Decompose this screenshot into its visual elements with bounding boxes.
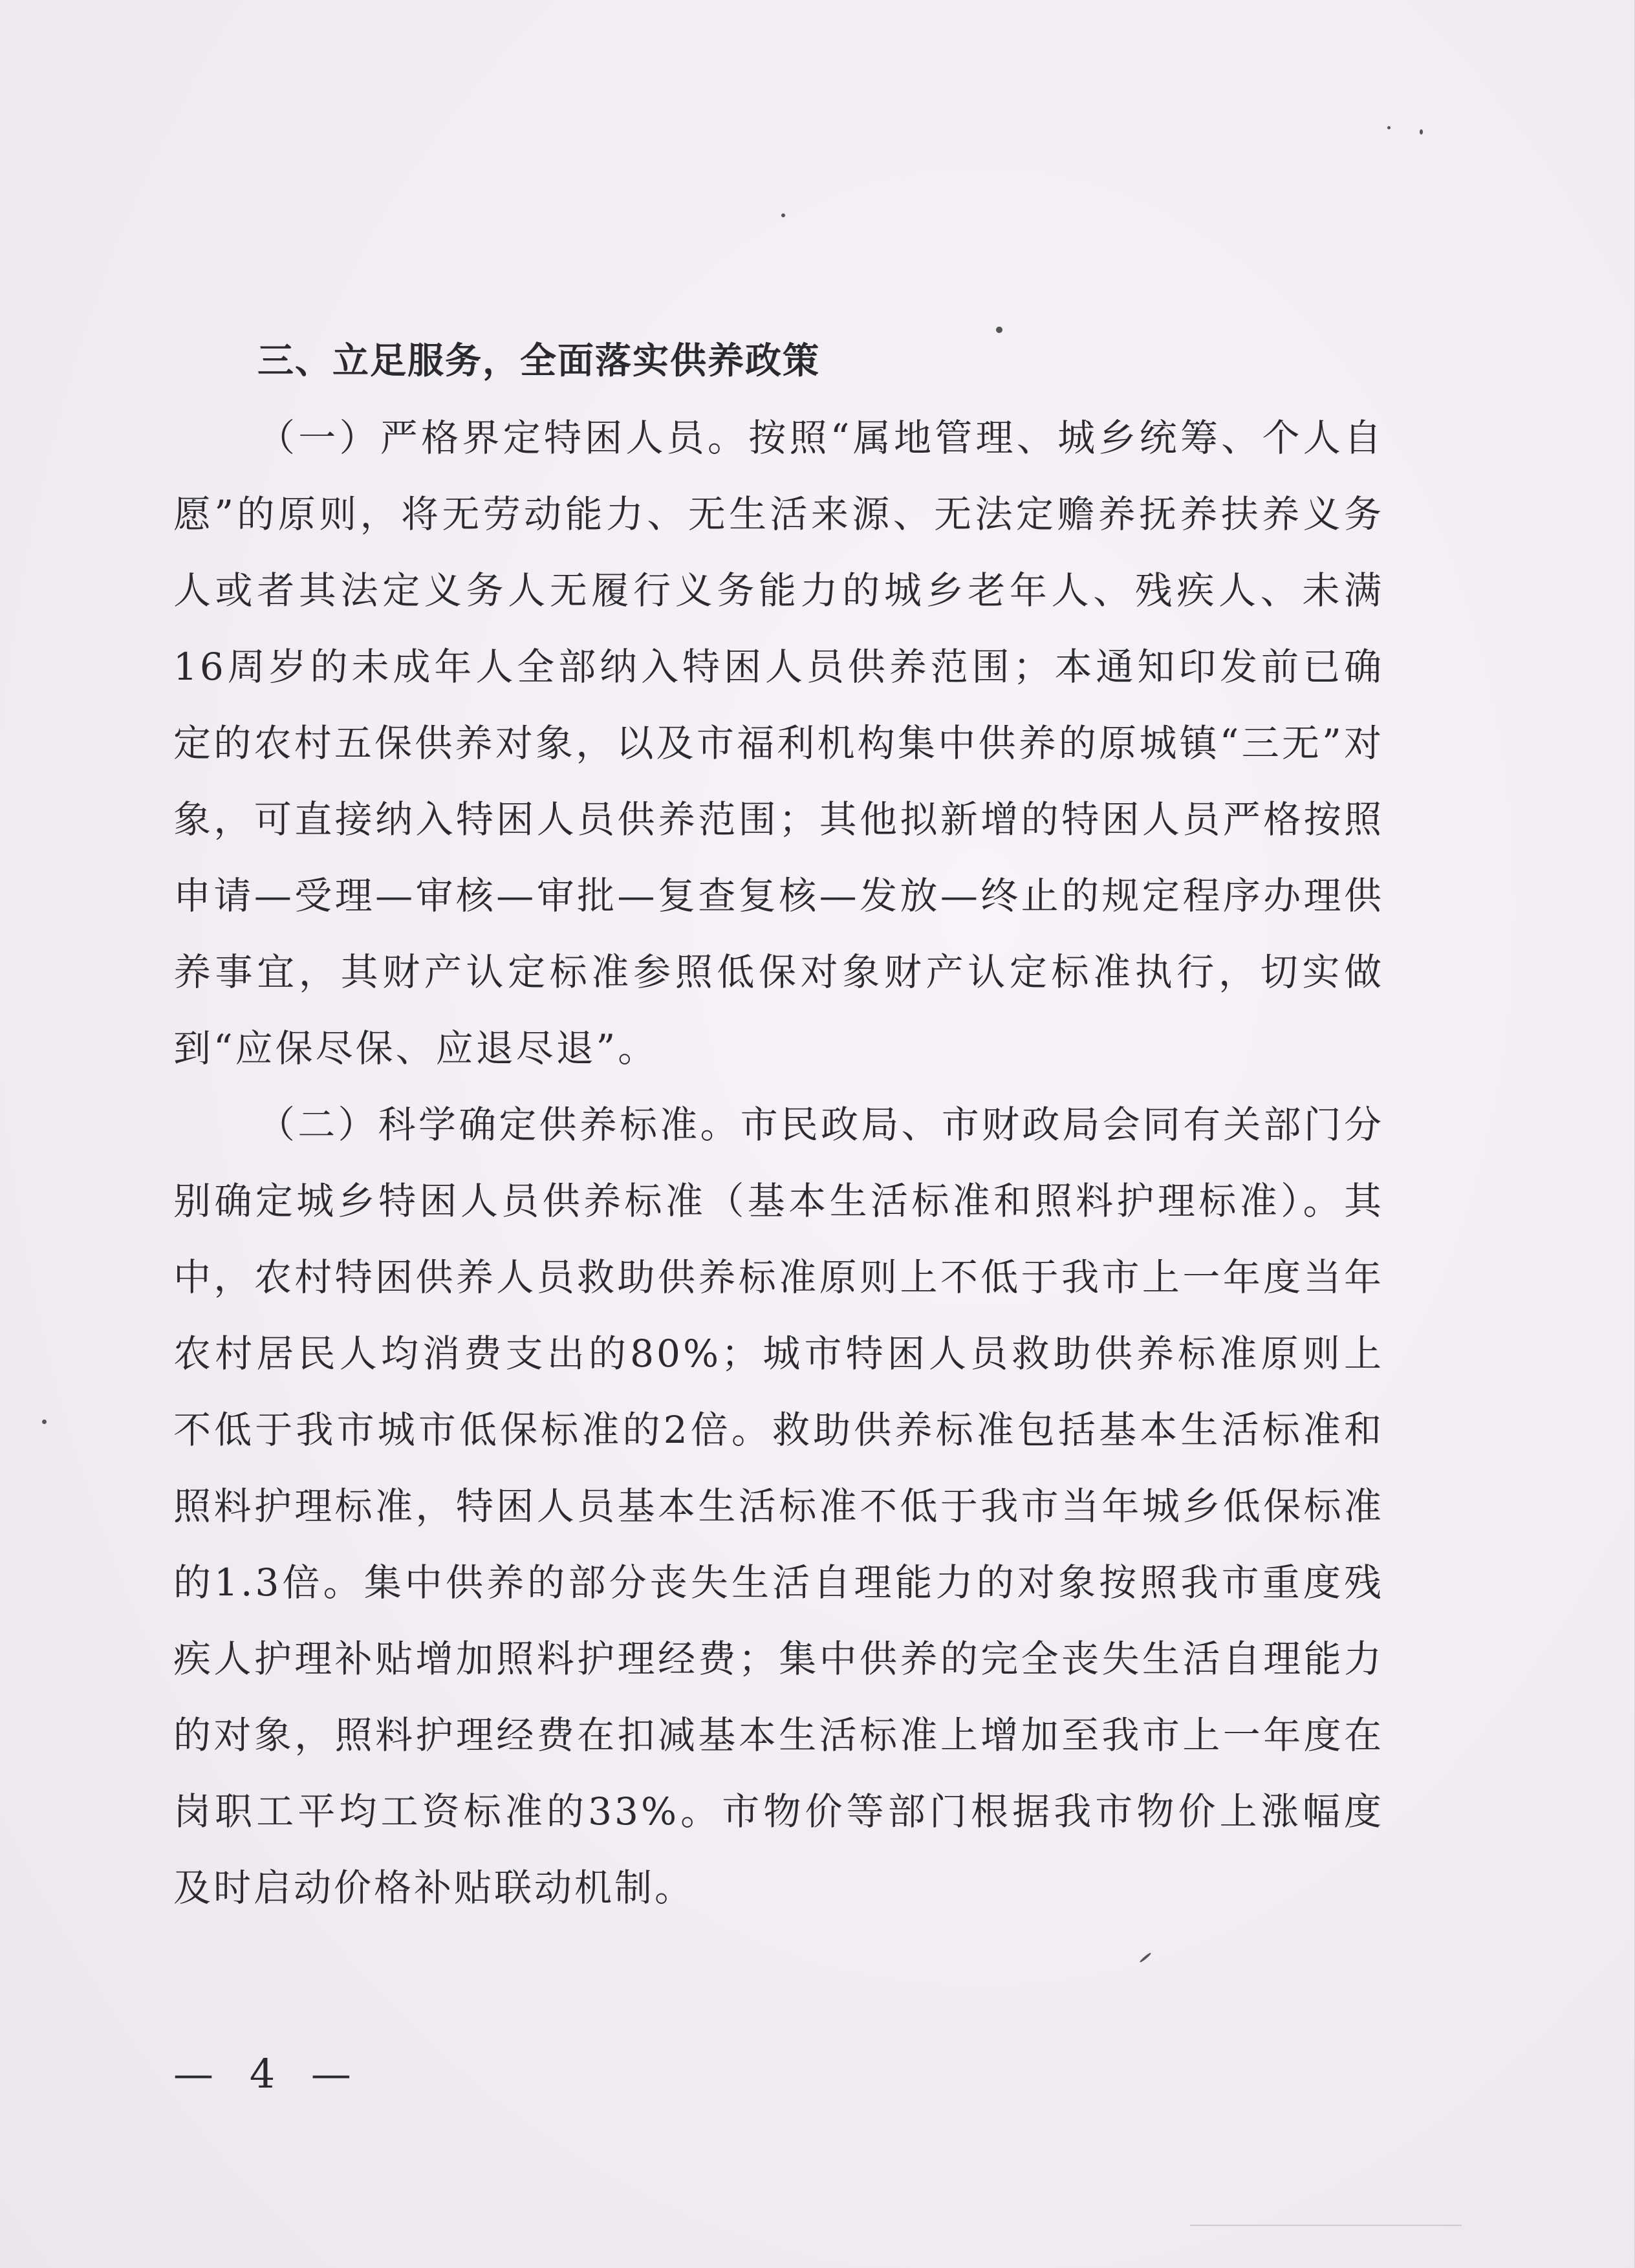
document-body [173,323,1384,1926]
paragraph-2: （二）科学确定供养标准。市民政局、市财政局会同有关部门分别确定城乡特困人员供养标准（基本生活标准和照料护理标准）。其中，农村特困供养人员救助供养标准原则上不低于我市上一年度当年农村居民人均消费支出的80%；城市特困人员救助供养标准原则上不低于我市城市低保标准的2倍。救助供养标准包括基本生活标准和照料护理标准，特困人员基本生活标准不低于我市当年城乡低保标准的1.3倍。集中供养的部分丧失生活自理能力的对象按照我市重度残疾人护理补贴增加照料护理经费；集中供养的完全丧失生活自理能力的对象，照料护理经费在扣减基本生活标准上增加至我市上一年度在岗职工平均工资标准的33%。市物价等部门根据我市物价上涨幅度及时启动价格补贴联动机制。 [173,1103,1384,1910]
scan-speck [1420,129,1423,135]
scan-speck [1139,1952,1151,1963]
paragraph-1: （一）严格界定特困人员。按照“属地管理、城乡统筹、个人自愿”的原则，将无劳动能力、无生活来源、无法定赡养抚养扶养义务人或者其法定义务人无履行义务能力的城乡老年人、残疾人、未满16周岁的未成年人全部纳入特困人员供养范围；本通知印发前已确定的农村五保供养对象，以及市福利机构集中供养的原城镇“三无”对象，可直接纳入特困人员供养范围；其他拟新增的特困人员严格按照申请—受理—审核—审批—复查复核—发放—终止的规定程序办理供养事宜，其财产认定标准参照低保对象财产认定标准执行，切实做到“应保尽保、应退尽退”。 [173,416,1384,1070]
scan-edge-line [1190,2225,1462,2226]
scan-speck [781,213,785,217]
page-number: — 4 — [173,2050,363,2097]
scan-speck [996,327,1002,333]
section-heading: 三、立足服务，全面落实供养政策 [257,340,820,382]
scan-speck [42,1420,47,1424]
scan-speck [1387,126,1391,129]
